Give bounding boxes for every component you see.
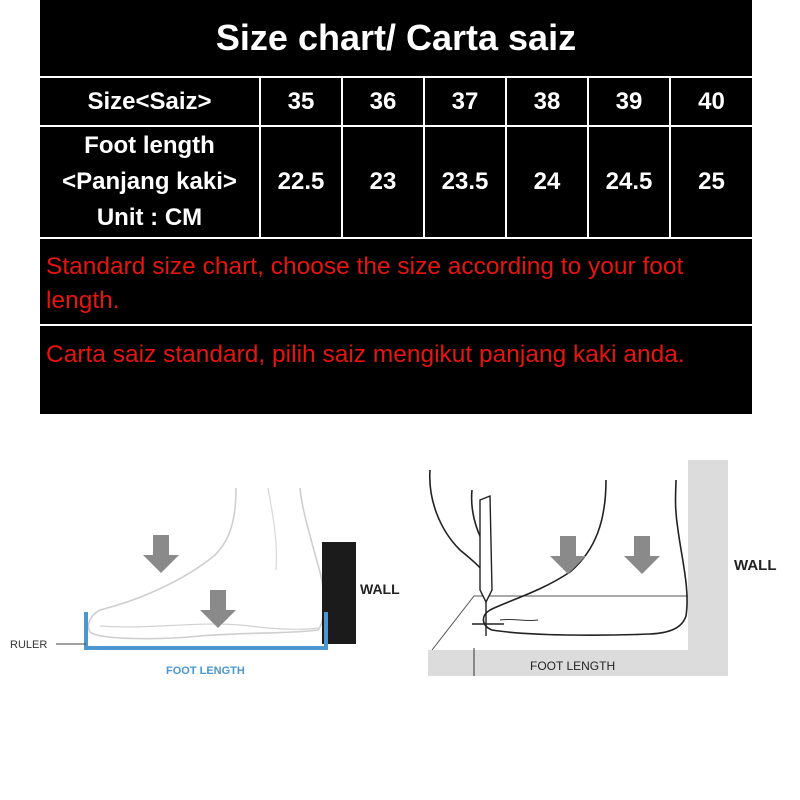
size-cell: 38 [506,78,588,126]
pen-icon [480,496,492,610]
foot-length-label-line: Unit : CM [96,204,203,231]
wall-block-icon [688,460,728,676]
foot-length-label: FOOT LENGTH [530,659,616,673]
foot-length-label-line: <Panjang kaki> [62,168,237,195]
note-english: Standard size chart, choose the size according to your foot length. [40,240,752,326]
foot-length-row [40,126,752,238]
ruler-label: RULER [10,639,48,651]
size-row [40,78,752,126]
size-cell: 39 [588,78,670,126]
size-chart [40,0,752,414]
length-cell: 23.5 [424,126,506,238]
note-malay: Carta saiz standard, pilih saiz mengikut panjang kaki anda. [46,341,685,368]
down-arrow-icon [143,535,179,573]
foot-length-row-label [40,126,260,238]
size-cell: 40 [670,78,752,126]
chart-title: Size chart/ Carta saiz [40,0,752,78]
size-cell: 36 [342,78,424,126]
down-arrow-icon [624,536,660,574]
down-arrow-icon [550,536,586,574]
size-row-label: Size<Saiz> [40,78,260,126]
length-cell: 24.5 [588,126,670,238]
wall-label: WALL [734,557,777,574]
foot-on-ruler-diagram [0,480,420,690]
length-cell: 25 [670,126,752,238]
size-cell: 37 [424,78,506,126]
foot-marking-diagram [420,460,800,680]
foot-length-label: FOOT LENGTH [166,665,245,677]
down-arrow-icon [200,590,236,628]
size-table [40,78,752,239]
foot-length-label-line: Foot length [84,132,215,159]
length-cell: 22.5 [260,126,342,238]
wall-label: WALL [360,581,400,597]
length-cell: 23 [342,126,424,238]
size-cell: 35 [260,78,342,126]
length-cell: 24 [506,126,588,238]
